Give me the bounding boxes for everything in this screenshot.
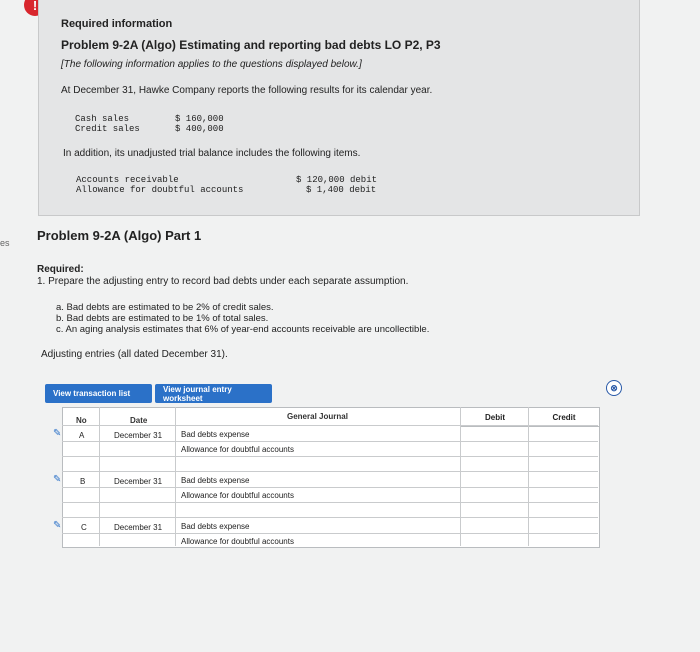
- required-line: 1. Prepare the adjusting entry to record bad debts under each separate assumption.: [37, 276, 409, 287]
- table-row-divider: [62, 456, 598, 457]
- view-journal-worksheet-button[interactable]: View journal entry worksheet: [155, 384, 272, 403]
- assumption-b: b. Bad debts are estimated to be 1% of total sales.: [56, 313, 269, 324]
- left-cut-text: es: [0, 238, 10, 248]
- table-col-divider: [99, 407, 100, 546]
- edit-pencil-icon[interactable]: ✎: [53, 428, 62, 439]
- required-information-panel: [38, 0, 640, 216]
- tb-value-ar: $ 120,000 debit: [296, 175, 378, 185]
- table-row-divider: [62, 533, 598, 534]
- sales-value-cash: $ 160,000: [175, 114, 224, 124]
- table-row-divider: [62, 441, 598, 442]
- entry-debit-account-b: Bad debts expense: [181, 476, 250, 485]
- info-note: [The following information applies to the questions displayed below.]: [61, 59, 362, 70]
- assumption-c: c. An aging analysis estimates that 6% of year-end accounts receivable are uncollectible.: [56, 324, 430, 335]
- edit-pencil-icon[interactable]: ✎: [53, 474, 62, 485]
- tb-label-allowance: Allowance for doubtful accounts: [76, 185, 244, 195]
- view-transaction-list-button[interactable]: View transaction list: [45, 384, 152, 403]
- table-row-divider: [62, 425, 598, 426]
- header-no: No: [76, 416, 87, 425]
- entry-no-c: C: [81, 523, 87, 532]
- table-row-divider: [62, 502, 598, 503]
- part-heading: Problem 9-2A (Algo) Part 1: [37, 228, 202, 243]
- entry-date-a: December 31: [114, 431, 163, 440]
- entry-date-b: December 31: [114, 477, 163, 486]
- header-debit: Debit: [460, 407, 530, 427]
- tb-value-allowance: $ 1,400 debit: [306, 185, 377, 195]
- entry-credit-account-a: Allowance for doubtful accounts: [181, 445, 294, 454]
- assumption-a: a. Bad debts are estimated to be 2% of credit sales.: [56, 302, 274, 313]
- entry-credit-account-b: Allowance for doubtful accounts: [181, 491, 294, 500]
- entry-debit-account-a: Bad debts expense: [181, 430, 250, 439]
- sales-label-credit: Credit sales: [75, 124, 140, 134]
- table-col-divider: [528, 407, 529, 546]
- alert-badge: !: [24, 0, 46, 16]
- entry-date-c: December 31: [114, 523, 163, 532]
- header-date: Date: [130, 416, 148, 425]
- close-icon[interactable]: ⊗: [606, 380, 622, 396]
- entry-no-a: A: [79, 431, 85, 440]
- sales-value-credit: $ 400,000: [175, 124, 224, 134]
- sales-label-cash: Cash sales: [75, 114, 130, 124]
- adjusting-caption: Adjusting entries (all dated December 31).: [41, 349, 228, 360]
- table-row-divider: [62, 517, 598, 518]
- required-heading: Required:: [37, 264, 84, 275]
- entry-debit-account-c: Bad debts expense: [181, 522, 250, 531]
- info-addition: In addition, its unadjusted trial balance includes the following items.: [63, 148, 361, 159]
- info-intro: At December 31, Hawke Company reports the following results for its calendar year.: [61, 85, 433, 96]
- header-general-journal: General Journal: [287, 412, 348, 421]
- edit-pencil-icon[interactable]: ✎: [53, 520, 62, 531]
- table-row-divider: [62, 471, 598, 472]
- table-col-divider: [460, 407, 461, 546]
- entry-no-b: B: [80, 477, 86, 486]
- table-col-divider: [175, 407, 176, 546]
- header-credit: Credit: [528, 407, 600, 427]
- info-title: Required information: [61, 18, 173, 30]
- table-row-divider: [62, 487, 598, 488]
- entry-credit-account-c: Allowance for doubtful accounts: [181, 537, 294, 546]
- tb-label-ar: Accounts receivable: [76, 175, 179, 185]
- problem-title: Problem 9-2A (Algo) Estimating and reporting bad debts LO P2, P3: [61, 38, 441, 52]
